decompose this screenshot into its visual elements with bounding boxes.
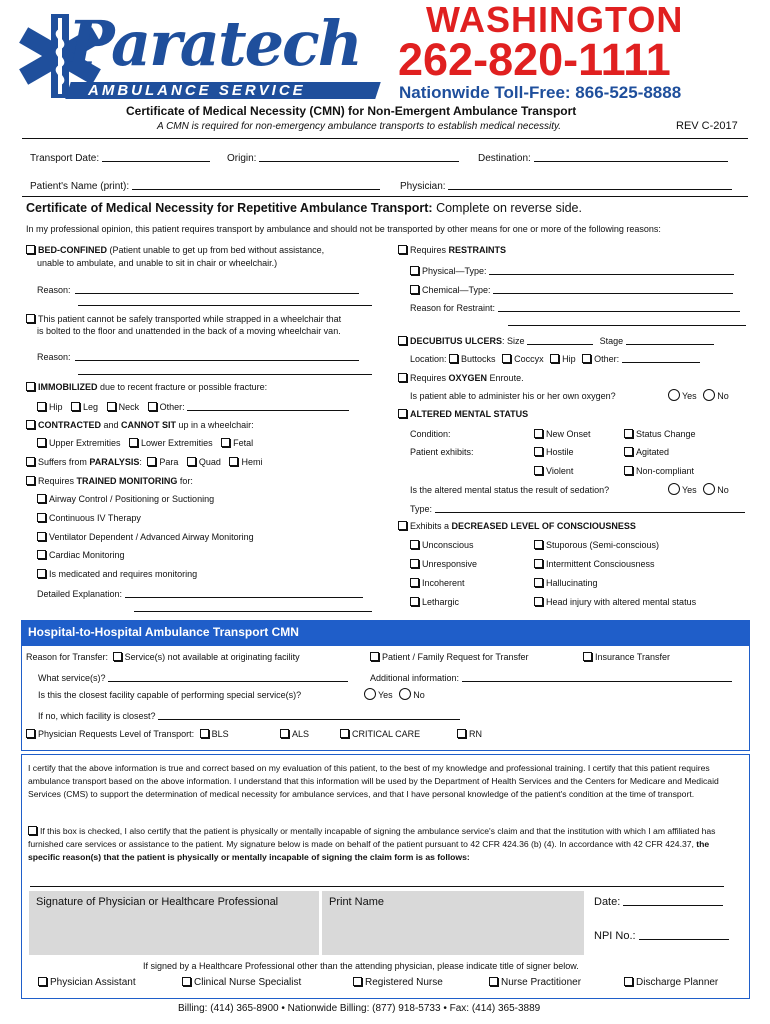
registered-nurse-checkbox[interactable] xyxy=(353,977,362,986)
signer-note: If signed by a Healthcare Professional other than the attending physician, please indicate title of signer below. xyxy=(143,961,579,971)
incapable-signer-text: If this box is checked, I also certify that the patient is physically or mentally incapable of signing the ambulance service's claim and that the institution with which I am affiliated has furnished care services or assistance to the patient. My signature below is made on behalf of the patient pursuant to 42 CFR 424.36 (b) (4). In accordance with 42 CFR 424.37, xyxy=(28,826,716,849)
immob-hip-checkbox[interactable] xyxy=(37,402,46,411)
logo-subtitle: AMBULANCE SERVICE xyxy=(88,82,306,99)
contracted-label: CONTRACTED xyxy=(38,420,101,430)
trained-monitoring-label: TRAINED MONITORING xyxy=(76,476,178,486)
new-onset-label: New Onset xyxy=(546,429,591,439)
ams-label: ALTERED MENTAL STATUS xyxy=(410,409,529,419)
bed-confined-checkbox[interactable] xyxy=(26,245,35,254)
status-change-label: Status Change xyxy=(636,429,696,439)
npi-field[interactable] xyxy=(639,930,729,940)
transport-date-field[interactable] xyxy=(102,152,210,162)
lethargic-checkbox[interactable] xyxy=(410,597,419,606)
family-request-label: Patient / Family Request for Transfer xyxy=(382,652,529,662)
agitated-checkbox[interactable] xyxy=(624,447,633,456)
oxygen-pre: Requires xyxy=(410,373,449,383)
iv-therapy-label: Continuous IV Therapy xyxy=(49,513,141,523)
incapable-reason-text: the specific reason(s) that the patient is physically or mentally incapable of signing the claim form is as follows: xyxy=(28,839,710,862)
what-services-field[interactable] xyxy=(108,672,348,682)
quad-label: Quad xyxy=(198,457,221,467)
para-checkbox[interactable] xyxy=(147,457,156,466)
type-field[interactable] xyxy=(435,503,745,513)
upper-extremities-label: Upper Extremities xyxy=(49,438,121,448)
chemical-type-label: Chemical—Type: xyxy=(422,285,491,295)
hallucinating-checkbox[interactable] xyxy=(534,578,543,587)
immob-hip-label: Hip xyxy=(49,402,63,412)
closest-facility-question: Is this the closest facility capable of performing special service(s)? xyxy=(38,690,302,700)
service-unavailable-checkbox[interactable] xyxy=(113,652,122,661)
logo xyxy=(10,6,395,106)
bed-confined-desc-2: unable to ambulate, and unable to sit in chair or wheelchair.) xyxy=(37,258,278,268)
closest-facility-field[interactable] xyxy=(158,710,460,720)
sedation-yes-label: Yes xyxy=(682,485,697,495)
fetal-label: Fetal xyxy=(233,438,254,448)
divider xyxy=(22,138,748,139)
immobilized-label: IMMOBILIZED xyxy=(38,382,98,392)
hallucinating-label: Hallucinating xyxy=(546,578,598,588)
transport-date-label: Transport Date: xyxy=(30,153,100,164)
sedation-yes-radio[interactable] xyxy=(668,483,680,495)
incapable-reason-field[interactable] xyxy=(30,877,724,887)
ams-checkbox[interactable] xyxy=(398,409,407,418)
trained-monitoring-checkbox[interactable] xyxy=(26,476,35,485)
closest-no-label: No xyxy=(413,690,425,700)
bed-confined-label: BED-CONFINED xyxy=(38,245,107,255)
repetitive-intro: In my professional opinion, this patient requires transport by ambulance and should not be transported by other means for one or more of the following reasons: xyxy=(26,224,661,234)
repetitive-heading: Certificate of Medical Necessity for Repetitive Ambulance Transport: xyxy=(26,201,433,215)
stuporous-label: Stuporous (Semi-conscious) xyxy=(546,540,660,550)
rn-checkbox[interactable] xyxy=(457,729,466,738)
stage-field[interactable] xyxy=(626,335,714,345)
loc-other-label: Other: xyxy=(594,354,620,364)
medicated-label: Is medicated and requires monitoring xyxy=(49,569,198,579)
insurance-transfer-label: Insurance Transfer xyxy=(595,652,671,662)
intermittent-checkbox[interactable] xyxy=(534,559,543,568)
size-label: : Size xyxy=(502,336,525,346)
bed-reason-field[interactable] xyxy=(75,284,359,294)
clinical-nurse-label: Clinical Nurse Specialist xyxy=(194,977,302,988)
loc-hip-checkbox[interactable] xyxy=(550,354,559,363)
registered-nurse-label: Registered Nurse xyxy=(365,977,443,988)
wheelchair-reason-field[interactable] xyxy=(75,351,359,361)
trained-post: for: xyxy=(177,476,193,486)
oxygen-yes-radio[interactable] xyxy=(668,389,680,401)
destination-label: Destination: xyxy=(478,153,531,164)
date-field[interactable] xyxy=(623,896,723,906)
immob-neck-checkbox[interactable] xyxy=(107,402,116,411)
immob-other-checkbox[interactable] xyxy=(148,402,157,411)
oxygen-question: Is patient able to administer his or her own oxygen? xyxy=(410,391,616,401)
incoherent-checkbox[interactable] xyxy=(410,578,419,587)
immob-neck-label: Neck xyxy=(118,402,140,412)
bed-reason-field-2[interactable] xyxy=(78,296,372,306)
level-of-transport-checkbox[interactable] xyxy=(26,729,35,738)
print-name-label: Print Name xyxy=(329,896,385,908)
nurse-practitioner-label: Nurse Practitioner xyxy=(501,977,582,988)
billing-footer: Billing: (414) 365-8900 • Nationwide Billing: (877) 918-5733 • Fax: (414) 365-3889 xyxy=(178,1003,541,1014)
oxygen-post: Enroute. xyxy=(487,373,524,383)
paralysis-label: PARALYSIS xyxy=(89,457,140,467)
service-unavailable-label: Service(s) not available at originating facility xyxy=(124,652,300,662)
loc-other-checkbox[interactable] xyxy=(582,354,591,363)
upper-extremities-checkbox[interactable] xyxy=(37,438,46,447)
immob-other-label: Other: xyxy=(159,402,185,412)
unconscious-label: Unconscious xyxy=(422,540,474,550)
new-onset-checkbox[interactable] xyxy=(534,429,543,438)
status-change-checkbox[interactable] xyxy=(624,429,633,438)
decubitus-label: DECUBITUS ULCERS xyxy=(410,336,503,346)
transfer-reason-label: Reason for Transfer: xyxy=(26,652,109,662)
immobilized-desc: due to recent fracture or possible fracture: xyxy=(97,382,268,392)
size-field[interactable] xyxy=(527,335,593,345)
loc-checkbox[interactable] xyxy=(398,521,407,530)
type-label: Type: xyxy=(410,504,433,514)
para-label: Para xyxy=(159,457,179,467)
physical-restraint-checkbox[interactable] xyxy=(410,266,419,275)
toll-free-phone: Nationwide Toll-Free: 866-525-8888 xyxy=(399,83,682,102)
closest-yes-radio[interactable] xyxy=(364,688,376,700)
restraints-pre: Requires xyxy=(410,245,449,255)
revision-label: REV C-2017 xyxy=(676,120,738,132)
patient-name-field[interactable] xyxy=(132,180,380,190)
sedation-no-label: No xyxy=(717,485,729,495)
quad-checkbox[interactable] xyxy=(187,457,196,466)
lethargic-label: Lethargic xyxy=(422,597,460,607)
patient-name-label: Patient's Name (print): xyxy=(30,181,130,192)
oxygen-no-label: No xyxy=(717,391,729,401)
restraint-reason-field[interactable] xyxy=(498,302,740,312)
airway-label: Airway Control / Positioning or Suctioning xyxy=(49,494,215,504)
unresponsive-checkbox[interactable] xyxy=(410,559,419,568)
closest-yes-label: Yes xyxy=(378,690,393,700)
loc-pre: Exhibits a xyxy=(410,521,452,531)
immob-leg-label: Leg xyxy=(83,402,99,412)
paralysis-checkbox[interactable] xyxy=(26,457,35,466)
incapable-signer-checkbox[interactable] xyxy=(28,826,37,835)
non-compliant-label: Non-compliant xyxy=(636,466,695,476)
detailed-explanation-field-2[interactable] xyxy=(134,602,372,612)
loc-hip-label: Hip xyxy=(562,354,576,364)
stage-label: Stage xyxy=(599,336,624,346)
physical-type-label: Physical—Type: xyxy=(422,266,487,276)
buttocks-checkbox[interactable] xyxy=(449,354,458,363)
logo-name: Paratech xyxy=(68,7,361,80)
closest-facility-label: If no, which facility is closest? xyxy=(38,711,156,721)
coccyx-label: Coccyx xyxy=(514,354,544,364)
wheelchair-desc: This patient cannot be safely transported while strapped in a wheelchair that xyxy=(38,314,342,324)
restraint-reason-field-2[interactable] xyxy=(508,316,746,326)
destination-field[interactable] xyxy=(534,152,728,162)
oxygen-no-radio[interactable] xyxy=(703,389,715,401)
oxygen-yes-label: Yes xyxy=(682,391,697,401)
restraints-label: RESTRAINTS xyxy=(448,245,507,255)
additional-info-field[interactable] xyxy=(462,672,732,682)
rn-label: RN xyxy=(469,729,482,739)
chemical-restraint-checkbox[interactable] xyxy=(410,285,419,294)
agitated-label: Agitated xyxy=(636,447,670,457)
immobilized-checkbox[interactable] xyxy=(26,382,35,391)
physical-type-field[interactable] xyxy=(489,265,734,275)
paralysis-pre: Suffers from xyxy=(38,457,90,467)
discharge-planner-label: Discharge Planner xyxy=(636,977,719,988)
wheelchair-checkbox[interactable] xyxy=(26,314,35,323)
location-label: Location: xyxy=(410,354,447,364)
cardiac-label: Cardiac Monitoring xyxy=(49,550,125,560)
restraints-checkbox[interactable] xyxy=(398,245,407,254)
non-compliant-checkbox[interactable] xyxy=(624,466,633,475)
date-label: Date: xyxy=(594,896,621,908)
contracted-desc: up in a wheelchair: xyxy=(176,420,254,430)
bed-confined-desc: (Patient unable to get up from bed without assistance, xyxy=(107,245,325,255)
buttocks-label: Buttocks xyxy=(461,354,496,364)
als-checkbox[interactable] xyxy=(280,729,289,738)
violent-checkbox[interactable] xyxy=(534,466,543,475)
immob-leg-checkbox[interactable] xyxy=(71,402,80,411)
sedation-question: Is the altered mental status the result of sedation? xyxy=(410,485,610,495)
violent-label: Violent xyxy=(546,466,574,476)
wheelchair-desc-2: is bolted to the floor and unattended in the back of a moving wheelchair van. xyxy=(37,326,341,336)
sedation-no-radio[interactable] xyxy=(703,483,715,495)
chemical-type-field[interactable] xyxy=(493,284,733,294)
cannot-sit-label: CANNOT SIT xyxy=(121,420,177,430)
head-injury-checkbox[interactable] xyxy=(534,597,543,606)
origin-field[interactable] xyxy=(259,152,459,162)
medicated-checkbox[interactable] xyxy=(37,569,46,578)
additional-info-label: Additional information: xyxy=(370,673,460,683)
discharge-planner-checkbox[interactable] xyxy=(624,977,633,986)
lower-extremities-checkbox[interactable] xyxy=(129,438,138,447)
hospital-heading: Hospital-to-Hospital Ambulance Transport CMN xyxy=(28,625,299,639)
bed-reason-label: Reason: xyxy=(37,285,71,295)
hostile-checkbox[interactable] xyxy=(534,447,543,456)
unconscious-checkbox[interactable] xyxy=(410,540,419,549)
fetal-checkbox[interactable] xyxy=(221,438,230,447)
physician-assistant-checkbox[interactable] xyxy=(38,977,47,986)
repetitive-heading-note: Complete on reverse side. xyxy=(436,201,582,215)
clinical-nurse-checkbox[interactable] xyxy=(182,977,191,986)
oxygen-checkbox[interactable] xyxy=(398,373,407,382)
restraint-reason-label: Reason for Restraint: xyxy=(410,303,496,313)
loc-label: DECREASED LEVEL OF CONSCIOUSNESS xyxy=(451,521,636,531)
critical-care-label: CRITICAL CARE xyxy=(352,729,421,739)
head-injury-label: Head injury with altered mental status xyxy=(546,597,697,607)
contracted-checkbox[interactable] xyxy=(26,420,35,429)
closest-no-radio[interactable] xyxy=(399,688,411,700)
hemi-checkbox[interactable] xyxy=(229,457,238,466)
lower-extremities-label: Lower Extremities xyxy=(141,438,213,448)
family-request-checkbox[interactable] xyxy=(370,652,379,661)
form-title: Certificate of Medical Necessity (CMN) for Non-Emergent Ambulance Transport xyxy=(126,104,577,118)
city-name: WASHINGTON xyxy=(426,0,684,40)
coccyx-checkbox[interactable] xyxy=(502,354,511,363)
oxygen-label: OXYGEN xyxy=(448,373,488,383)
unresponsive-label: Unresponsive xyxy=(422,559,478,569)
main-phone: 262-820-1111 xyxy=(398,34,671,85)
bls-checkbox[interactable] xyxy=(200,729,209,738)
stuporous-checkbox[interactable] xyxy=(534,540,543,549)
nurse-practitioner-checkbox[interactable] xyxy=(489,977,498,986)
bls-label: BLS xyxy=(211,729,229,739)
als-label: ALS xyxy=(292,729,310,739)
loc-other-field[interactable] xyxy=(622,353,700,363)
critical-care-checkbox[interactable] xyxy=(340,729,349,738)
hemi-label: Hemi xyxy=(241,457,263,467)
insurance-transfer-checkbox[interactable] xyxy=(583,652,592,661)
condition-label: Condition: xyxy=(410,429,451,439)
physician-assistant-label: Physician Assistant xyxy=(50,977,136,988)
divider xyxy=(22,196,748,197)
airway-checkbox[interactable] xyxy=(37,494,46,503)
cardiac-checkbox[interactable] xyxy=(37,550,46,559)
detailed-explanation-label: Detailed Explanation: xyxy=(37,589,123,599)
immob-other-field[interactable] xyxy=(187,401,349,411)
ventilator-label: Ventilator Dependent / Advanced Airway Monitoring xyxy=(49,532,254,542)
decubitus-checkbox[interactable] xyxy=(398,336,407,345)
ventilator-checkbox[interactable] xyxy=(37,532,46,541)
incoherent-label: Incoherent xyxy=(422,578,465,588)
certification-text: I certify that the above information is true and correct based on my evaluation of this patient, to the best of my knowledge and professional training. I certify that this patient requires ambulance transport based on the above information. I understand that this information will be used by the Department of Health Services and the Centers for Medicare and Medicaid Services (CMS) to support the determination of medical necessity for ambulance services, and that I have personal knowledge of the patient's condition at the time of transport. xyxy=(28,763,719,799)
hostile-label: Hostile xyxy=(546,447,574,457)
physician-label: Physician: xyxy=(400,181,446,192)
wheelchair-reason-field-2[interactable] xyxy=(78,365,372,375)
trained-pre: Requires xyxy=(38,476,77,486)
npi-label: NPI No.: xyxy=(594,930,636,942)
origin-label: Origin: xyxy=(227,153,257,164)
physician-field[interactable] xyxy=(448,180,732,190)
exhibits-label: Patient exhibits: xyxy=(410,447,474,457)
level-of-transport-label: Physician Requests Level of Transport: xyxy=(38,729,195,739)
detailed-explanation-field[interactable] xyxy=(125,588,363,598)
what-services-label: What service(s)? xyxy=(38,673,106,683)
form-subtitle: A CMN is required for non-emergency ambulance transports to establish medical necessity. xyxy=(157,121,562,132)
contracted-and: and xyxy=(101,420,122,430)
iv-therapy-checkbox[interactable] xyxy=(37,513,46,522)
signature-label: Signature of Physician or Healthcare Professional xyxy=(36,896,279,908)
intermittent-label: Intermittent Consciousness xyxy=(546,559,655,569)
wheelchair-reason-label: Reason: xyxy=(37,352,71,362)
